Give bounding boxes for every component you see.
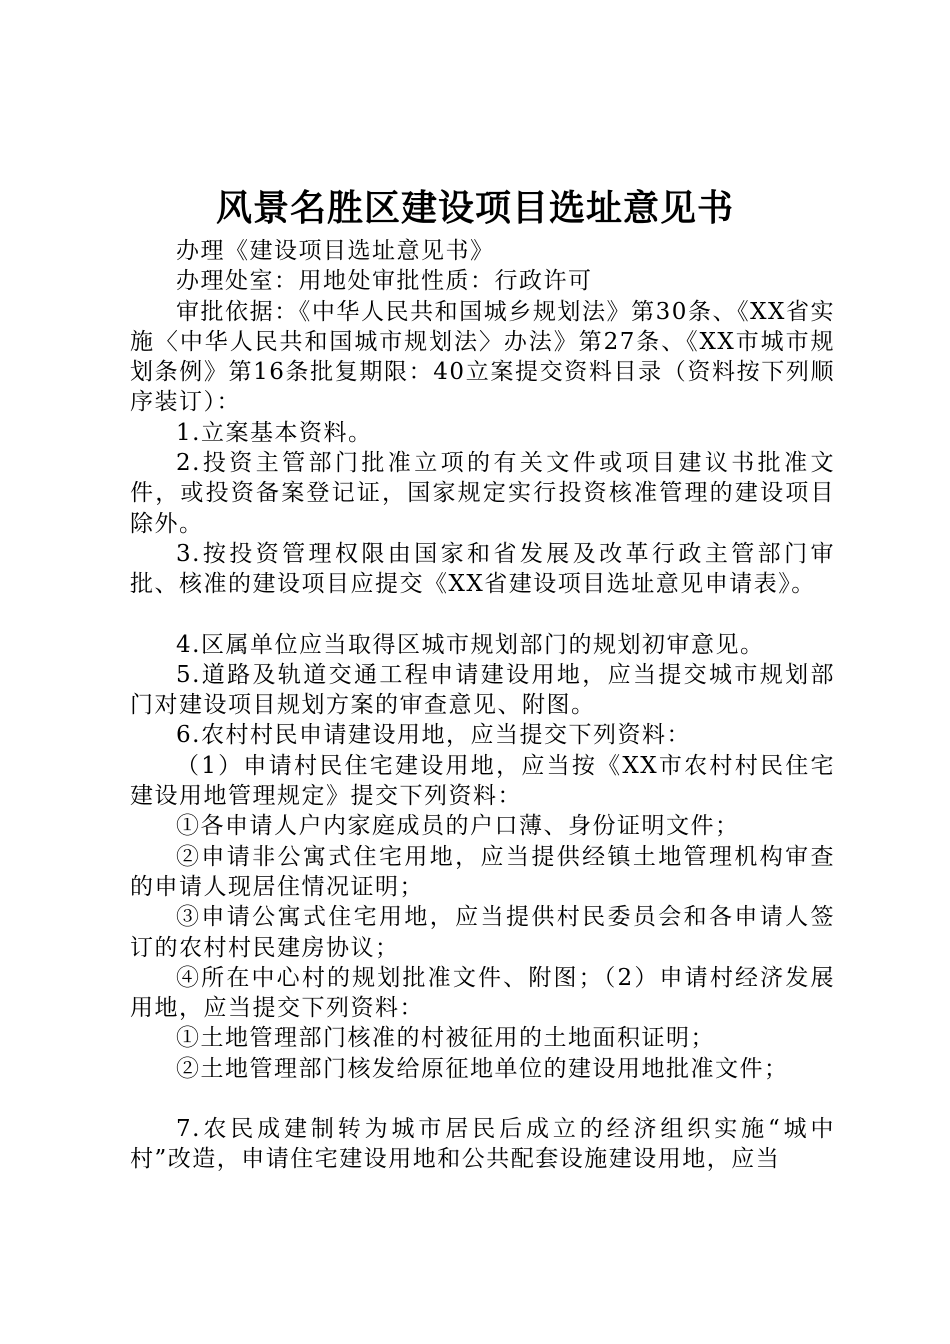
paragraph-item-4: 4.区属单位应当取得区城市规划部门的规划初审意见。	[176, 631, 765, 658]
paragraph-handle-item: 办理《建设项目选址意见书》	[176, 238, 495, 264]
paragraph-office: 办理处室：用地处审批性质：行政许可	[176, 268, 593, 295]
paragraph-item-3: 3.按投资管理权限由国家和省发展及改革行政主管部门审批、核准的建设项目应提交《XX省建设项目选址意见申请表》。	[130, 540, 835, 598]
paragraph-land-circled-1: ①土地管理部门核准的村被征用的土地面积证明；	[176, 1025, 715, 1052]
paragraph-circled-3: ③申请公寓式住宅用地，应当提供村民委员会和各申请人签订的农村村民建房协议；	[130, 904, 835, 961]
document-body	[130, 236, 835, 1175]
paragraph-item-2: 2.投资主管部门批准立项的有关文件或项目建议书批准文件，或投资备案登记证，国家规定实行投资核准管理的建设项目除外。	[130, 450, 835, 537]
document-title: 风景名胜区建设项目选址意见书	[215, 188, 734, 229]
paragraph-item-1: 1.立案基本资料。	[176, 419, 373, 446]
paragraph-legal-basis: 审批依据：《中华人民共和国城乡规划法》第30条、《XX省实施〈中华人民共和国城市规划法〉办法》第27条、《XX市城市规划条例》第16条批复期限：40立案提交资料目录（资料按下列顺序装订）：	[130, 298, 835, 416]
paragraph-circled-4: ④所在中心村的规划批准文件、附图；（2）申请村经济发展用地，应当提交下列资料：	[130, 964, 835, 1022]
paragraph-item-6: 6.农村村民申请建设用地，应当提交下列资料：	[176, 722, 691, 749]
paragraph-circled-1: ①各申请人户内家庭成员的户口薄、身份证明文件；	[176, 813, 740, 840]
paragraph-item-7: 7.农民成建制转为城市居民后成立的经济组织实施“城中村”改造，申请住宅建设用地和公共配套设施建设用地，应当	[130, 1116, 835, 1173]
paragraph-circled-2: ②申请非公寓式住宅用地，应当提供经镇土地管理机构审查的申请人现居住情况证明；	[130, 843, 835, 900]
paragraph-gap	[130, 600, 835, 630]
paragraph-gap	[130, 1084, 835, 1114]
paragraph-land-circled-2: ②土地管理部门核发给原征地单位的建设用地批准文件；	[176, 1055, 789, 1082]
paragraph-sub-item-1: （1）申请村民住宅建设用地，应当按《XX市农村村民住宅建设用地管理规定》提交下列资料：	[130, 752, 835, 810]
paragraph-item-5: 5.道路及轨道交通工程申请建设用地，应当提交城市规划部门对建设项目规划方案的审查意见、附图。	[130, 661, 835, 719]
